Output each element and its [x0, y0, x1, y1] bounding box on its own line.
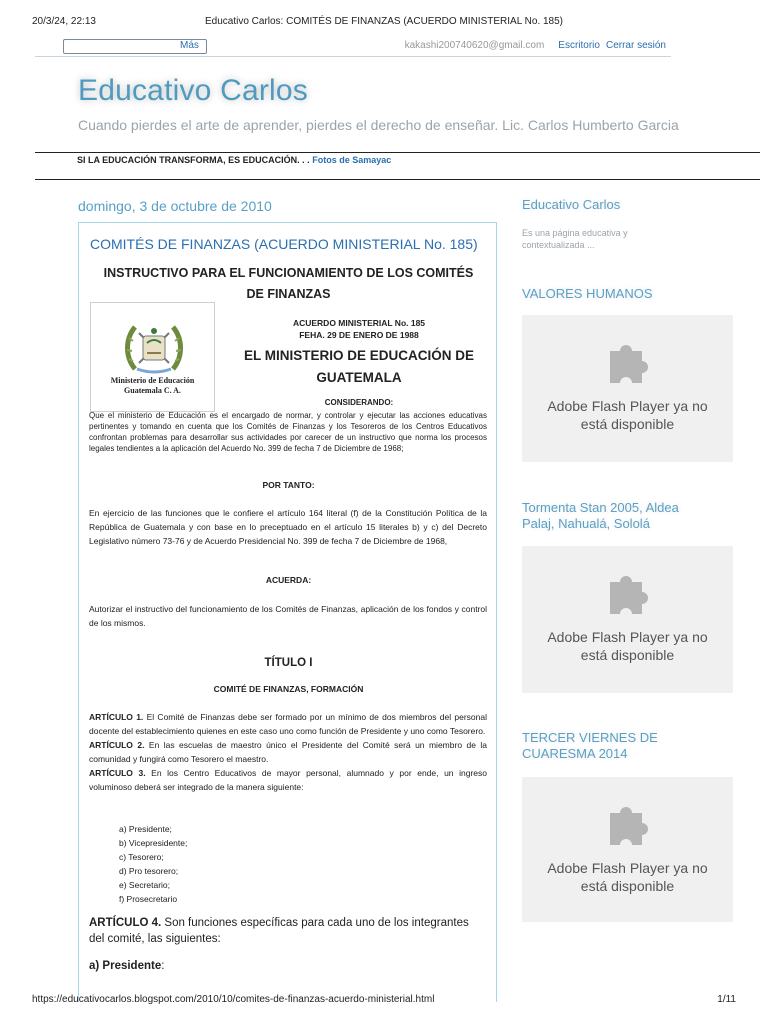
navbar-mas-link[interactable]: Más: [180, 40, 199, 51]
articulo-2-label: ARTÍCULO 2.: [89, 740, 145, 750]
post-title[interactable]: COMITÉS DE FINANZAS (ACUERDO MINISTERIAL No. 185): [90, 236, 478, 252]
sidebar-profile-title[interactable]: Educativo Carlos: [522, 197, 621, 212]
guatemala-coat-of-arms-icon: [123, 319, 185, 375]
puzzle-plugin-icon: [604, 797, 654, 847]
acuerda-heading: ACUERDA:: [265, 575, 312, 585]
tab-fotos-samayac[interactable]: Fotos de Samayac: [312, 155, 392, 165]
gadget-title-line-2: Palaj, Nahualá, Sololá: [522, 516, 650, 531]
gadget-title-line-1: VALORES HUMANOS: [522, 286, 653, 301]
considerando-heading: CONSIDERANDO:: [324, 398, 394, 407]
flash-embed-tormenta-stan[interactable]: [522, 546, 733, 693]
flash-message-line-2: está disponible: [580, 878, 675, 894]
print-page-title: Educativo Carlos: COMITÉS DE FINANZAS (ACUERDO MINISTERIAL No. 185): [204, 16, 564, 27]
tab-home[interactable]: SI LA EDUCACIÓN TRANSFORMA, ES EDUCACIÓN. . .: [77, 155, 310, 165]
presidente-colon: :: [161, 960, 165, 972]
print-footer: [32, 994, 736, 1005]
articulo-3-text: En los Centro Educativos de mayor personal, alumnado y por ende, un ingreso voluminoso deberá ser integrado de la manera siguiente:: [89, 768, 487, 792]
document-heading-line-2: DE FINANZAS: [246, 287, 331, 301]
navbar-escritorio-link[interactable]: Escritorio: [558, 40, 600, 51]
document-heading: [84, 263, 493, 305]
committee-roles-list: [119, 822, 187, 906]
titulo-subheading: COMITÉ DE FINANZAS, FORMACIÓN: [213, 684, 364, 694]
presidente-subheading: [89, 960, 164, 972]
list-item: d) Pro tesorero;: [119, 866, 179, 876]
puzzle-plugin-icon: [604, 335, 654, 385]
articulo-1-text: El Comité de Finanzas debe ser formado por un mínimo de dos miembros del personal docente del establecimiento quienes en este caso uno como función de Presidente y uno como Tesorero.: [89, 712, 487, 736]
presidente-label: a) Presidente: [89, 960, 162, 972]
articulo-3-label: ARTÍCULO 3.: [89, 768, 146, 778]
por-tanto-paragraph: En ejercicio de las funciones que le confiere el artículo 164 literal (f) de la Constitución Política de la República de Guatemala y con base en lo preceptuado en el artículo 15 literales b) y c) del Decreto Legislativo número 73-76 y de Acuerdo Presidencial No. 399 de fecha 7 de Diciembre de 1968,: [89, 508, 487, 546]
seal-caption-line-1: Ministerio de Educación: [110, 376, 195, 385]
navbar-user-area: [405, 40, 666, 51]
flash-unavailable-message: [522, 397, 733, 433]
acuerda-paragraph: Autorizar el instructivo del funcionamiento de los Comités de Finanzas, aplicación de los fondos y control de los mismos.: [89, 604, 487, 628]
titulo-heading: TÍTULO I: [264, 657, 313, 669]
flash-embed-valores-humanos[interactable]: [522, 315, 733, 462]
list-item: f) Prosecretario: [119, 894, 178, 904]
document-heading-line-1: INSTRUCTIVO PARA EL FUNCIONAMIENTO DE LOS COMITÉS: [103, 266, 474, 280]
ministerio-heading-line-2: GUATEMALA: [316, 370, 402, 385]
flash-message-line-1: Adobe Flash Player ya no: [547, 398, 708, 414]
acuerdo-number: ACUERDO MINISTERIAL No. 185: [292, 318, 426, 328]
flash-message-line-1: Adobe Flash Player ya no: [547, 629, 708, 645]
articulo-4-label: ARTÍCULO 4.: [89, 917, 162, 929]
sidebar-profile-description: Es una página educativa y contextualizada ...: [522, 228, 628, 250]
acuerdo-info: [224, 317, 494, 341]
articulo-3: [89, 766, 487, 794]
seal-caption: [91, 376, 214, 396]
tab-bar-content: [77, 155, 391, 165]
navbar-user-email: kakashi200740620@gmail.com: [404, 40, 545, 51]
articulo-4-text: Son funciones específicas para cada uno de los integrantes del comité, las siguientes:: [89, 917, 469, 945]
articulos-1-3: [89, 710, 487, 794]
post-date: domingo, 3 de octubre de 2010: [78, 198, 272, 214]
list-item: a) Presidente;: [119, 824, 172, 834]
flash-embed-tercer-viernes[interactable]: [522, 777, 733, 922]
articulo-2: [89, 738, 487, 766]
puzzle-plugin-icon: [604, 566, 654, 616]
gadget-title-tormenta-stan: [522, 500, 679, 532]
print-header: [32, 16, 736, 30]
flash-message-line-2: está disponible: [580, 416, 675, 432]
gadget-title-line-1: Tormenta Stan 2005, Aldea: [522, 500, 679, 515]
articulo-2-text: En las escuelas de maestro único el Presidente del Comité será un miembro de la comunidad y fungirá como Tesorero el maestro.: [89, 740, 487, 764]
print-url: https://educativocarlos.blogspot.com/2010/10/comites-de-finanzas-acuerdo-ministerial.html: [32, 994, 435, 1005]
gadget-title-valores-humanos: [522, 286, 653, 302]
flash-message-line-1: Adobe Flash Player ya no: [547, 860, 708, 876]
print-page-number: 1/11: [717, 994, 736, 1005]
articulo-1: [89, 710, 487, 738]
ministry-seal-image: [90, 302, 215, 412]
ministerio-heading-line-1: EL MINISTERIO DE EDUCACIÓN DE: [243, 348, 475, 363]
articulo-1-label: ARTÍCULO 1.: [89, 712, 144, 722]
flash-unavailable-message: [522, 859, 733, 895]
blog-description: Cuando pierdes el arte de aprender, pierdes el derecho de enseñar. Lic. Carlos Humberto Garcia: [78, 117, 679, 133]
flash-message-line-2: está disponible: [580, 647, 675, 663]
blogger-navbar: [35, 37, 671, 57]
acuerdo-date: FEHA. 29 DE ENERO DE 1988: [299, 330, 419, 340]
articulo-4: [89, 915, 487, 947]
list-item: e) Secretario;: [119, 880, 171, 890]
gadget-title-line-2: CUARESMA 2014: [522, 746, 628, 761]
navbar-cerrar-sesion-link[interactable]: Cerrar sesión: [605, 40, 666, 51]
flash-unavailable-message: [522, 628, 733, 664]
list-item: b) Vicepresidente;: [119, 838, 188, 848]
ministerio-heading: [224, 345, 494, 389]
considerando-paragraph: Que el ministerio de Educación es el encargado de normar, y controlar y ejecutar las acciones educativas pertinentes y tomando en cuenta que los Comités de Finanzas y los Tesoreros de los Centros Educativos confrontan problemas para desarrollar sus actividades por carecer de un instructivo que norma los procesos legales tendientes a la aplicación del Acuerdo No. 399 de fecha 7 de Diciembre de 1968;: [89, 411, 487, 453]
gadget-title-line-1: TERCER VIERNES DE: [522, 730, 658, 745]
gadget-title-tercer-viernes: [522, 730, 658, 762]
print-datetime: 20/3/24, 22:13: [32, 16, 96, 27]
blog-post: [78, 222, 497, 1002]
pages-tab-bar: [35, 152, 760, 180]
seal-caption-line-2: Guatemala C. A.: [124, 386, 181, 395]
por-tanto-heading: POR TANTO:: [262, 480, 315, 490]
blog-title[interactable]: Educativo Carlos: [78, 74, 308, 107]
list-item: c) Tesorero;: [119, 852, 164, 862]
